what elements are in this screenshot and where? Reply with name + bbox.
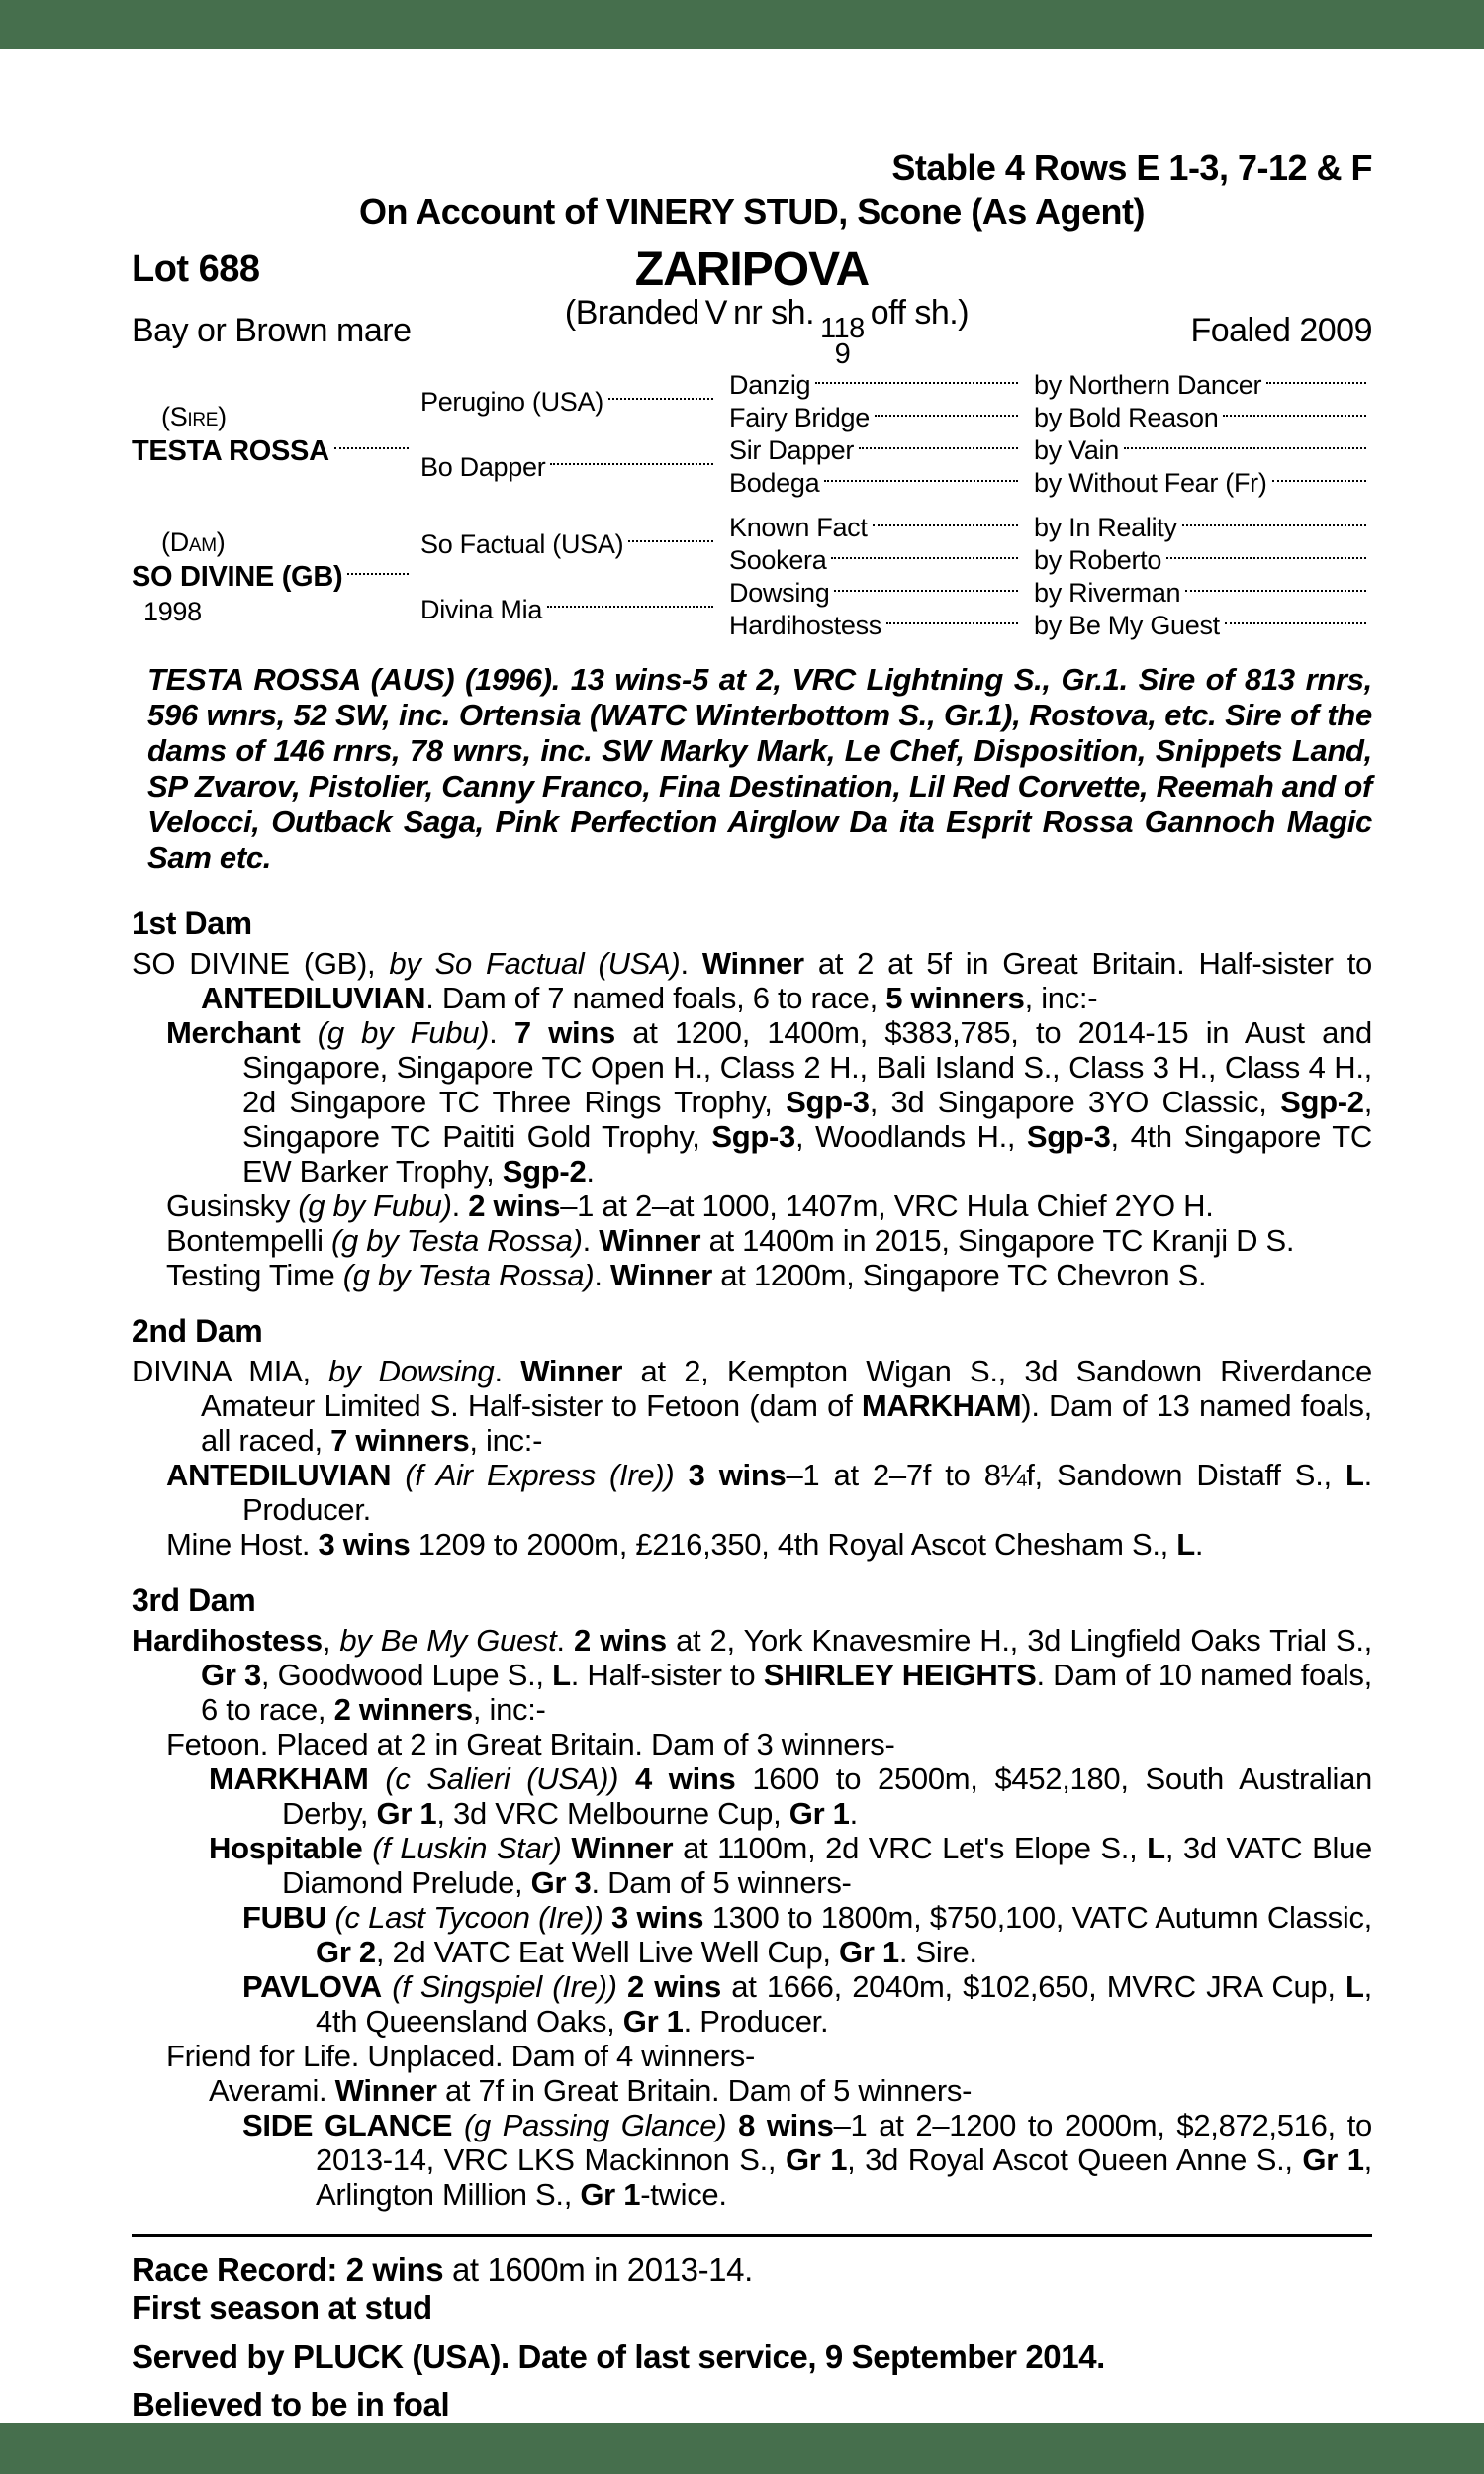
dot-leader bbox=[1272, 480, 1366, 482]
section-2nd-dam bbox=[132, 1314, 1372, 1562]
gen4-sireline: by Without Fear (Fr) bbox=[1034, 467, 1372, 500]
page-content bbox=[132, 148, 1372, 2424]
dot-leader bbox=[831, 557, 1018, 559]
footer-divider bbox=[132, 2234, 1372, 2237]
brand-number-top: 118 bbox=[820, 313, 865, 344]
dot-leader bbox=[628, 540, 713, 542]
section-3rd-dam bbox=[132, 1583, 1372, 2212]
bottom-green-band bbox=[0, 2423, 1484, 2474]
gen2-dam-dam: Divina Mia bbox=[420, 577, 729, 642]
gen3-name: Sir Dapper bbox=[729, 434, 1034, 467]
sire-label: (Sire) bbox=[161, 401, 227, 431]
pedigree-paragraph: SIDE GLANCE (g Passing Glance) 8 wins–1 at 2–1200 to 2000m, $2,872,516, to 2013-14, VRC LKS Mackinnon S., Gr 1, 3d Royal Ascot Queen Anne S., Gr 1, Arlington Million S., Gr 1-twice. bbox=[242, 2108, 1372, 2212]
sire-cell bbox=[132, 369, 420, 500]
gen3-name: Sookera bbox=[729, 544, 1034, 577]
gen4-sireline: by Riverman bbox=[1034, 577, 1372, 610]
dot-leader bbox=[547, 606, 713, 608]
pedigree-paragraph: Hardihostess, by Be My Guest. 2 wins at 2, York Knavesmire H., 3d Lingfield Oaks Trial S., Gr 3, Goodwood Lupe S., L. Half-sister to SHIRLEY HEIGHTS. Dam of 10 named foals, 6 to race, 2 winners, inc:- bbox=[132, 1623, 1372, 1727]
dot-leader bbox=[886, 622, 1018, 624]
gen3-name: Fairy Bridge bbox=[729, 402, 1034, 434]
dot-leader bbox=[875, 415, 1018, 417]
horse-description: Bay or Brown mare bbox=[132, 311, 412, 349]
title-row bbox=[132, 242, 1372, 298]
pedigree-paragraph: Friend for Life. Unplaced. Dam of 4 winners- bbox=[166, 2039, 756, 2073]
pedigree-paragraph: ANTEDILUVIAN (f Air Express (Ire)) 3 wins–1 at 2–7f to 8¼f, Sandown Distaff S., L. Producer. bbox=[166, 1458, 1372, 1527]
pedigree-paragraph: Merchant (g by Fubu). 7 wins at 1200, 1400m, $383,785, to 2014-15 in Aust and Singapore, Singapore TC Open H., Class 2 H., Bali Island S., Class 3 H., Class 4 H., 2d Singapore TC Three Rings Trophy, Sgp-3, 3d Singapore 3YO Classic, Sgp-2, Singapore TC Paititi Gold Trophy, Sgp-3, Woodlands H., Sgp-3, 4th Singapore TC EW Barker Trophy, Sgp-2. bbox=[166, 1015, 1373, 1189]
pedigree-paragraph: FUBU (c Last Tycoon (Ire)) 3 wins 1300 to 1800m, $750,100, VATC Autumn Classic, Gr 2, 2d VATC Eat Well Live Well Cup, Gr 1. Sire. bbox=[242, 1900, 1372, 1969]
pedigree-paragraph: Bontempelli (g by Testa Rossa). Winner at 1400m in 2015, Singapore TC Kranji D S. bbox=[166, 1223, 1295, 1258]
dam-label: (Dam) bbox=[161, 526, 226, 557]
dot-leader bbox=[834, 590, 1018, 592]
dot-leader bbox=[1225, 622, 1366, 624]
section-heading: 1st Dam bbox=[132, 905, 252, 941]
gen3-name: Danzig bbox=[729, 369, 1034, 402]
dot-leader bbox=[1266, 382, 1366, 384]
sire-name: TESTA ROSSA bbox=[132, 434, 329, 467]
brand-line bbox=[458, 294, 1075, 370]
brand-number-fraction bbox=[820, 313, 865, 370]
gen2-sire-sire: Perugino (USA) bbox=[420, 369, 729, 434]
dot-leader bbox=[1124, 447, 1366, 449]
brand-number-bottom: 9 bbox=[834, 338, 851, 370]
pedigree-paragraph: Mine Host. 3 wins 1209 to 2000m, £216,350, 4th Royal Ascot Chesham S., L. bbox=[166, 1527, 1204, 1562]
pedigree-paragraph: Hospitable (f Luskin Star) Winner at 1100m, 2d VRC Let's Elope S., L, 3d VATC Blue Diamond Prelude, Gr 3. Dam of 5 winners- bbox=[209, 1831, 1372, 1900]
pedigree-paragraph: Testing Time (g by Testa Rossa). Winner at 1200m, Singapore TC Chevron S. bbox=[166, 1258, 1207, 1292]
race-record-line: Race Record: 2 wins at 1600m in 2013-14. bbox=[132, 2251, 753, 2288]
brand-prefix: (Branded bbox=[564, 294, 699, 332]
gen4-sireline: by Roberto bbox=[1034, 544, 1372, 577]
stable-location-line: Stable 4 Rows E 1-3, 7-12 & F bbox=[891, 147, 1372, 188]
gen3-name: Bodega bbox=[729, 467, 1034, 500]
gen3-name: Hardihostess bbox=[729, 610, 1034, 642]
dot-leader bbox=[347, 573, 409, 575]
dam-name: SO DIVINE (GB) bbox=[132, 560, 343, 593]
top-green-band bbox=[0, 0, 1484, 49]
served-by-line: Served by PLUCK (USA). Date of last service, 9 September 2014. bbox=[132, 2338, 1105, 2375]
gen4-sireline: by Northern Dancer bbox=[1034, 369, 1372, 402]
section-heading: 2nd Dam bbox=[132, 1313, 263, 1349]
brand-suffix: off sh.) bbox=[870, 294, 970, 332]
dam-cell bbox=[132, 512, 420, 642]
gen4-sireline: by Vain bbox=[1034, 434, 1372, 467]
foaled-year: Foaled 2009 bbox=[1190, 311, 1372, 349]
dot-leader bbox=[859, 447, 1018, 449]
pedigree-paragraph: Averami. Winner at 7f in Great Britain. Dam of 5 winners- bbox=[209, 2073, 973, 2108]
believed-in-foal-line: Believed to be in foal bbox=[132, 2386, 450, 2423]
brand-mid: nr sh. bbox=[732, 294, 815, 332]
pedigree-paragraph: DIVINA MIA, by Dowsing. Winner at 2, Kempton Wigan S., 3d Sandown Riverdance Amateur Limited S. Half-sister to Fetoon (dam of MARKHAM). Dam of 13 named foals, all raced, 7 winners, inc:- bbox=[132, 1354, 1372, 1458]
dot-leader bbox=[550, 463, 713, 465]
gen4-sireline: by In Reality bbox=[1034, 512, 1372, 544]
gen2-dam-sire: So Factual (USA) bbox=[420, 512, 729, 577]
dam-name-row bbox=[132, 561, 411, 594]
sire-summary-paragraph: TESTA ROSSA (AUS) (1996). 13 wins-5 at 2, VRC Lightning S., Gr.1. Sire of 813 rnrs, 596 wnrs, 52 SW, inc. Ortensia (WATC Winterbottom S., Gr.1), Rostova, etc. Sire of the dams of 146 rnrs, 78 wnrs, inc. SW Marky Mark, Le Chef, Disposition, Snippets Land, SP Zvarov, Pistolier, Canny Franco, Fina Destination, Lil Red Corvette, Reemah and of Velocci, Outback Saga, Pink Perfection Airglow Da ita Esprit Rossa Gannoch Magic Sam etc. bbox=[147, 662, 1372, 875]
gen4-sireline: by Be My Guest bbox=[1034, 610, 1372, 642]
gen3-name: Known Fact bbox=[729, 512, 1034, 544]
sire-name-row bbox=[132, 435, 411, 468]
lot-number: Lot 688 bbox=[132, 248, 260, 290]
gen4-sireline: by Bold Reason bbox=[1034, 402, 1372, 434]
first-season-line: First season at stud bbox=[132, 2289, 432, 2326]
gen2-sire-dam: Bo Dapper bbox=[420, 434, 729, 500]
vendor-account-line: On Account of VINERY STUD, Scone (As Agent) bbox=[359, 191, 1145, 232]
pedigree-paragraph: Gusinsky (g by Fubu). 2 wins–1 at 2–at 1000, 1407m, VRC Hula Chief 2YO H. bbox=[166, 1189, 1214, 1223]
section-heading: 3rd Dam bbox=[132, 1582, 256, 1618]
horse-name: ZARIPOVA bbox=[634, 243, 870, 296]
dot-leader bbox=[1223, 415, 1366, 417]
dot-leader bbox=[1185, 590, 1366, 592]
dot-leader bbox=[815, 382, 1018, 384]
gen3-name: Dowsing bbox=[729, 577, 1034, 610]
dot-leader bbox=[1166, 557, 1366, 559]
pedigree-paragraph: SO DIVINE (GB), by So Factual (USA). Winner at 2 at 5f in Great Britain. Half-sister to ANTEDILUVIAN. Dam of 7 named foals, 6 to race, 5 winners, inc:- bbox=[132, 946, 1372, 1015]
brand-symbol: V bbox=[704, 294, 727, 332]
pedigree-table bbox=[132, 369, 1372, 642]
description-row bbox=[132, 294, 1372, 370]
dam-year: 1998 bbox=[143, 596, 202, 626]
dot-leader bbox=[873, 524, 1018, 526]
dot-leader bbox=[824, 480, 1018, 482]
section-1st-dam bbox=[132, 906, 1372, 1292]
pedigree-paragraph: PAVLOVA (f Singspiel (Ire)) 2 wins at 1666, 2040m, $102,650, MVRC JRA Cup, L, 4th Queensland Oaks, Gr 1. Producer. bbox=[242, 1969, 1372, 2039]
dot-leader bbox=[334, 447, 409, 449]
dot-leader bbox=[1182, 524, 1366, 526]
pedigree-paragraph: Fetoon. Placed at 2 in Great Britain. Dam of 3 winners- bbox=[166, 1727, 895, 1761]
pedigree-paragraph: MARKHAM (c Salieri (USA)) 4 wins 1600 to 2500m, $452,180, South Australian Derby, Gr 1, 3d VRC Melbourne Cup, Gr 1. bbox=[209, 1761, 1372, 1831]
dot-leader bbox=[608, 398, 713, 400]
